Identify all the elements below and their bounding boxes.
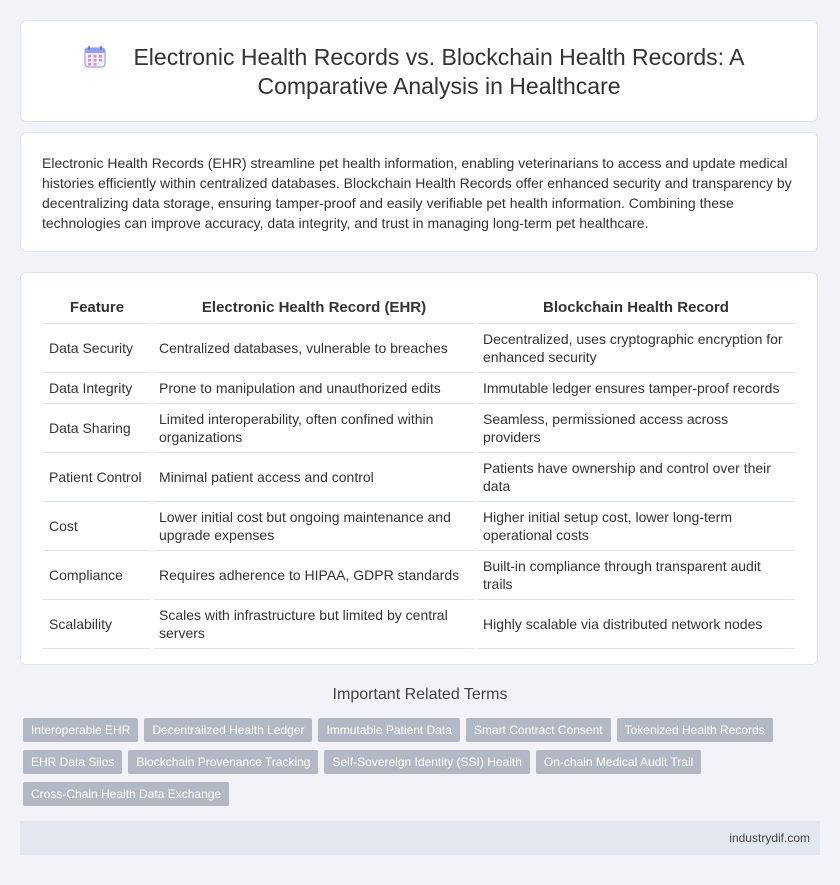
- related-terms-heading: Important Related Terms: [332, 686, 508, 703]
- feature-cell: Data Security: [43, 324, 151, 373]
- blockchain-cell: Highly scalable via distributed network nodes: [477, 600, 795, 649]
- footer-site[interactable]: industrydif.com: [729, 831, 810, 845]
- table-row: [43, 324, 795, 373]
- blockchain-cell: Immutable ledger ensures tamper-proof records: [477, 373, 795, 404]
- header-feature: Feature: [43, 293, 151, 324]
- related-terms-tags: [23, 718, 783, 814]
- tag-blockchain-provenance-tracking[interactable]: Blockchain Provenance Tracking: [128, 750, 318, 774]
- feature-cell: Compliance: [43, 551, 151, 600]
- ehr-cell: Prone to manipulation and unauthorized edits: [153, 373, 475, 404]
- tag-immutable-patient-data[interactable]: Immutable Patient Data: [318, 718, 459, 742]
- table-row: [43, 373, 795, 404]
- tag-smart-contract-consent[interactable]: Smart Contract Consent: [466, 718, 611, 742]
- table-row: [43, 600, 795, 649]
- tag-interoperable-ehr[interactable]: Interoperable EHR: [23, 718, 138, 742]
- intro-paragraph: Electronic Health Records (EHR) streamline pet health information, enabling veterinarians to access and update medical histories efficiently within centralized databases. Blockchain Health Records offer enhanced security and transparency by decentralizing data storage, ensuring tamper-proof and easily verifiable pet health information. Combining these technologies can improve accuracy, data integrity, and trust in managing long-term pet healthcare.: [42, 155, 792, 231]
- table-row: [43, 551, 795, 600]
- table-row: [43, 453, 795, 502]
- ehr-cell: Minimal patient access and control: [153, 453, 475, 502]
- blockchain-cell: Built-in compliance through transparent audit trails: [477, 551, 795, 600]
- ehr-cell: Limited interoperability, often confined within organizations: [153, 404, 475, 453]
- tag-cross-chain-health-data-exchange[interactable]: Cross-Chain Health Data Exchange: [23, 782, 229, 806]
- footer: [20, 821, 820, 855]
- feature-cell: Data Integrity: [43, 373, 151, 404]
- tag-tokenized-health-records[interactable]: Tokenized Health Records: [617, 718, 773, 742]
- page-title: Electronic Health Records vs. Blockchain Health Records: A Comparative Analysis in Healthcare: [133, 44, 745, 99]
- feature-cell: Patient Control: [43, 453, 151, 502]
- tag-decentralized-health-ledger[interactable]: Decentralized Health Ledger: [144, 718, 312, 742]
- table-header-row: [43, 293, 795, 324]
- ehr-cell: Scales with infrastructure but limited by central servers: [153, 600, 475, 649]
- tag-self-sovereign-identity-health[interactable]: Self-Sovereign Identity (SSI) Health: [324, 750, 529, 774]
- ehr-cell: Centralized databases, vulnerable to breaches: [153, 324, 475, 373]
- feature-cell: Scalability: [43, 600, 151, 649]
- blockchain-cell: Higher initial setup cost, lower long-term operational costs: [477, 502, 795, 551]
- feature-cell: Cost: [43, 502, 151, 551]
- comparison-table: [41, 293, 797, 649]
- header-ehr: Electronic Health Record (EHR): [153, 293, 475, 324]
- comparison-table-card: [20, 272, 818, 665]
- feature-cell: Data Sharing: [43, 404, 151, 453]
- header-blockchain: Blockchain Health Record: [477, 293, 795, 324]
- ehr-cell: Lower initial cost but ongoing maintenance and upgrade expenses: [153, 502, 475, 551]
- ehr-cell: Requires adherence to HIPAA, GDPR standards: [153, 551, 475, 600]
- table-row: [43, 502, 795, 551]
- intro-card: [20, 132, 818, 252]
- blockchain-cell: Seamless, permissioned access across providers: [477, 404, 795, 453]
- tag-ehr-data-silos[interactable]: EHR Data Silos: [23, 750, 122, 774]
- title-card: [20, 20, 818, 122]
- table-row: [43, 404, 795, 453]
- blockchain-cell: Patients have ownership and control over their data: [477, 453, 795, 502]
- tag-on-chain-medical-audit-trail[interactable]: On-chain Medical Audit Trail: [536, 750, 701, 774]
- blockchain-cell: Decentralized, uses cryptographic encryption for enhanced security: [477, 324, 795, 373]
